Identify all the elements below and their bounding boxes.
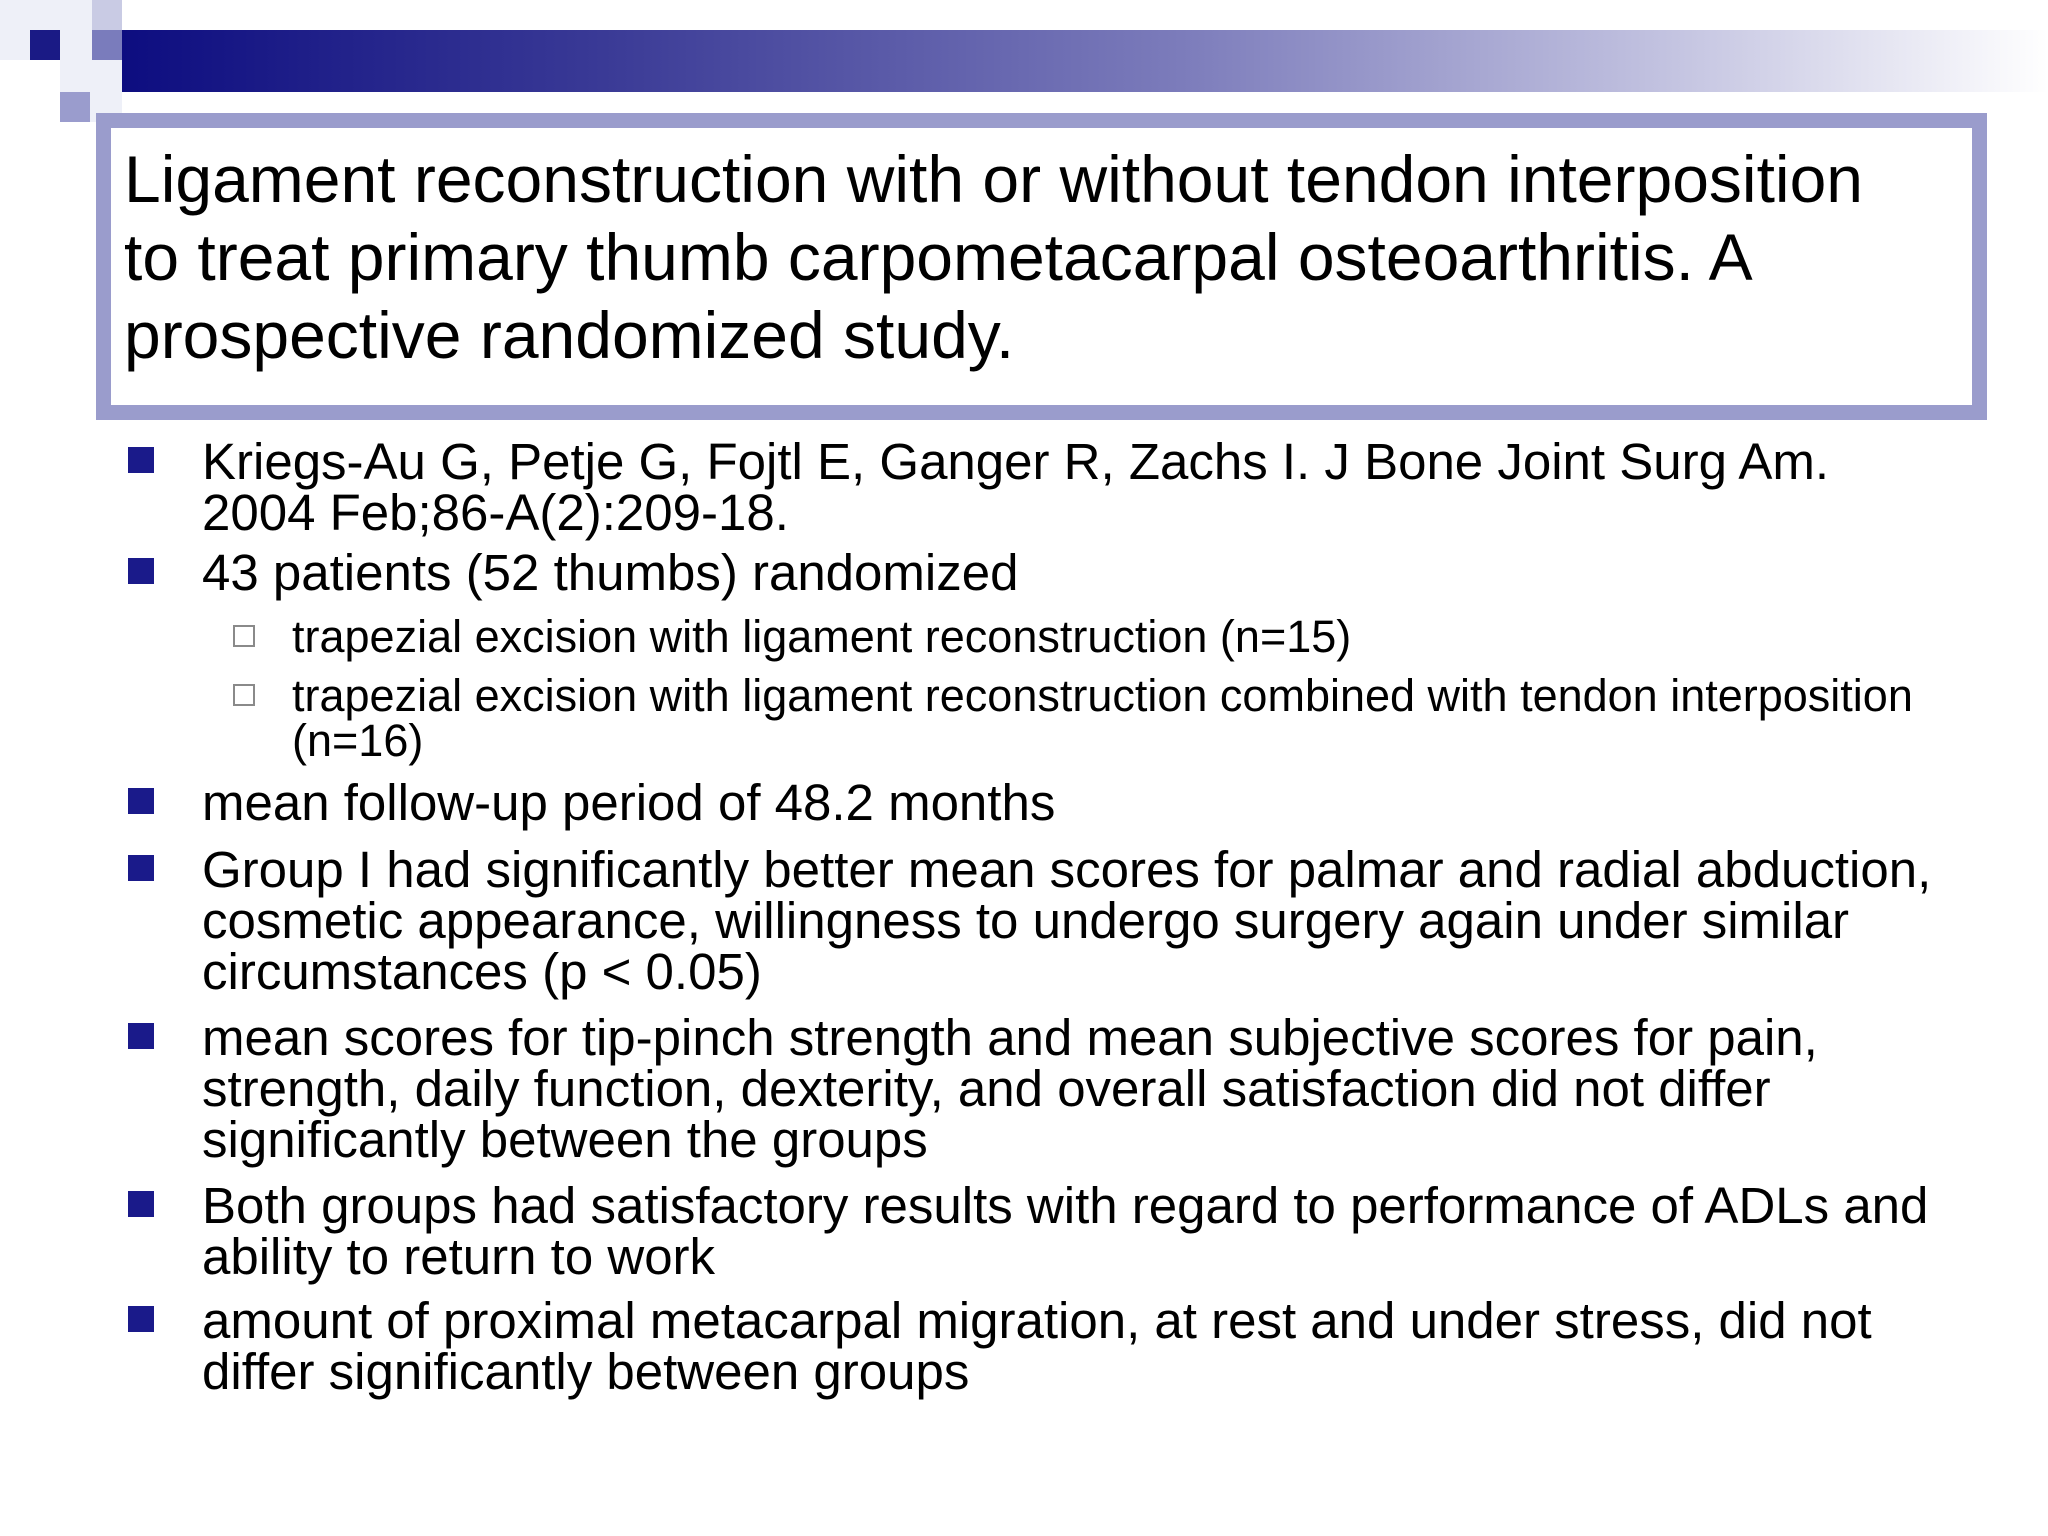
list-item-text: 43 patients (52 thumbs) randomized — [202, 544, 1019, 601]
list-item-text: Both groups had satisfactory results with regard to performance of ADLs and ability to return to work — [202, 1177, 1929, 1285]
bullet-square-icon — [128, 1023, 154, 1049]
list-item-text: amount of proximal metacarpal migration, at rest and under stress, did not differ significantly between groups — [202, 1292, 1872, 1400]
list-item-text: mean scores for tip-pinch strength and mean subjective scores for pain, strength, daily function, dexterity, and overall satisfaction did not differ significantly between the groups — [202, 1009, 1818, 1168]
bullet-square-icon — [128, 447, 154, 473]
bullet-square-icon — [128, 1306, 154, 1332]
bullet-square-icon — [128, 558, 154, 584]
bullet-hollow-square-icon — [233, 625, 255, 647]
sub-list-item-text: trapezial excision with ligament reconstruction combined with tendon interposition (n=16) — [292, 670, 1913, 766]
sub-list-item-text: trapezial excision with ligament reconstruction (n=15) — [292, 611, 1352, 662]
list-item-text: mean follow-up period of 48.2 months — [202, 774, 1056, 831]
bullet-square-icon — [128, 1191, 154, 1217]
slide-title: Ligament reconstruction with or without tendon interposition to treat primary thumb carpometacarpal osteoarthritis. A prospective randomized study. — [124, 142, 1863, 372]
list-item-text: Kriegs-Au G, Petje G, Fojtl E, Ganger R, Zachs I. J Bone Joint Surg Am. 2004 Feb;86-A(2):209-18. — [202, 433, 1829, 541]
bullet-square-icon — [128, 788, 154, 814]
bullet-square-icon — [128, 855, 154, 881]
bullet-hollow-square-icon — [233, 684, 255, 706]
list-item-text: Group I had significantly better mean scores for palmar and radial abduction, cosmetic appearance, willingness to undergo surgery again under similar circumstances (p < 0.05) — [202, 841, 1932, 1000]
